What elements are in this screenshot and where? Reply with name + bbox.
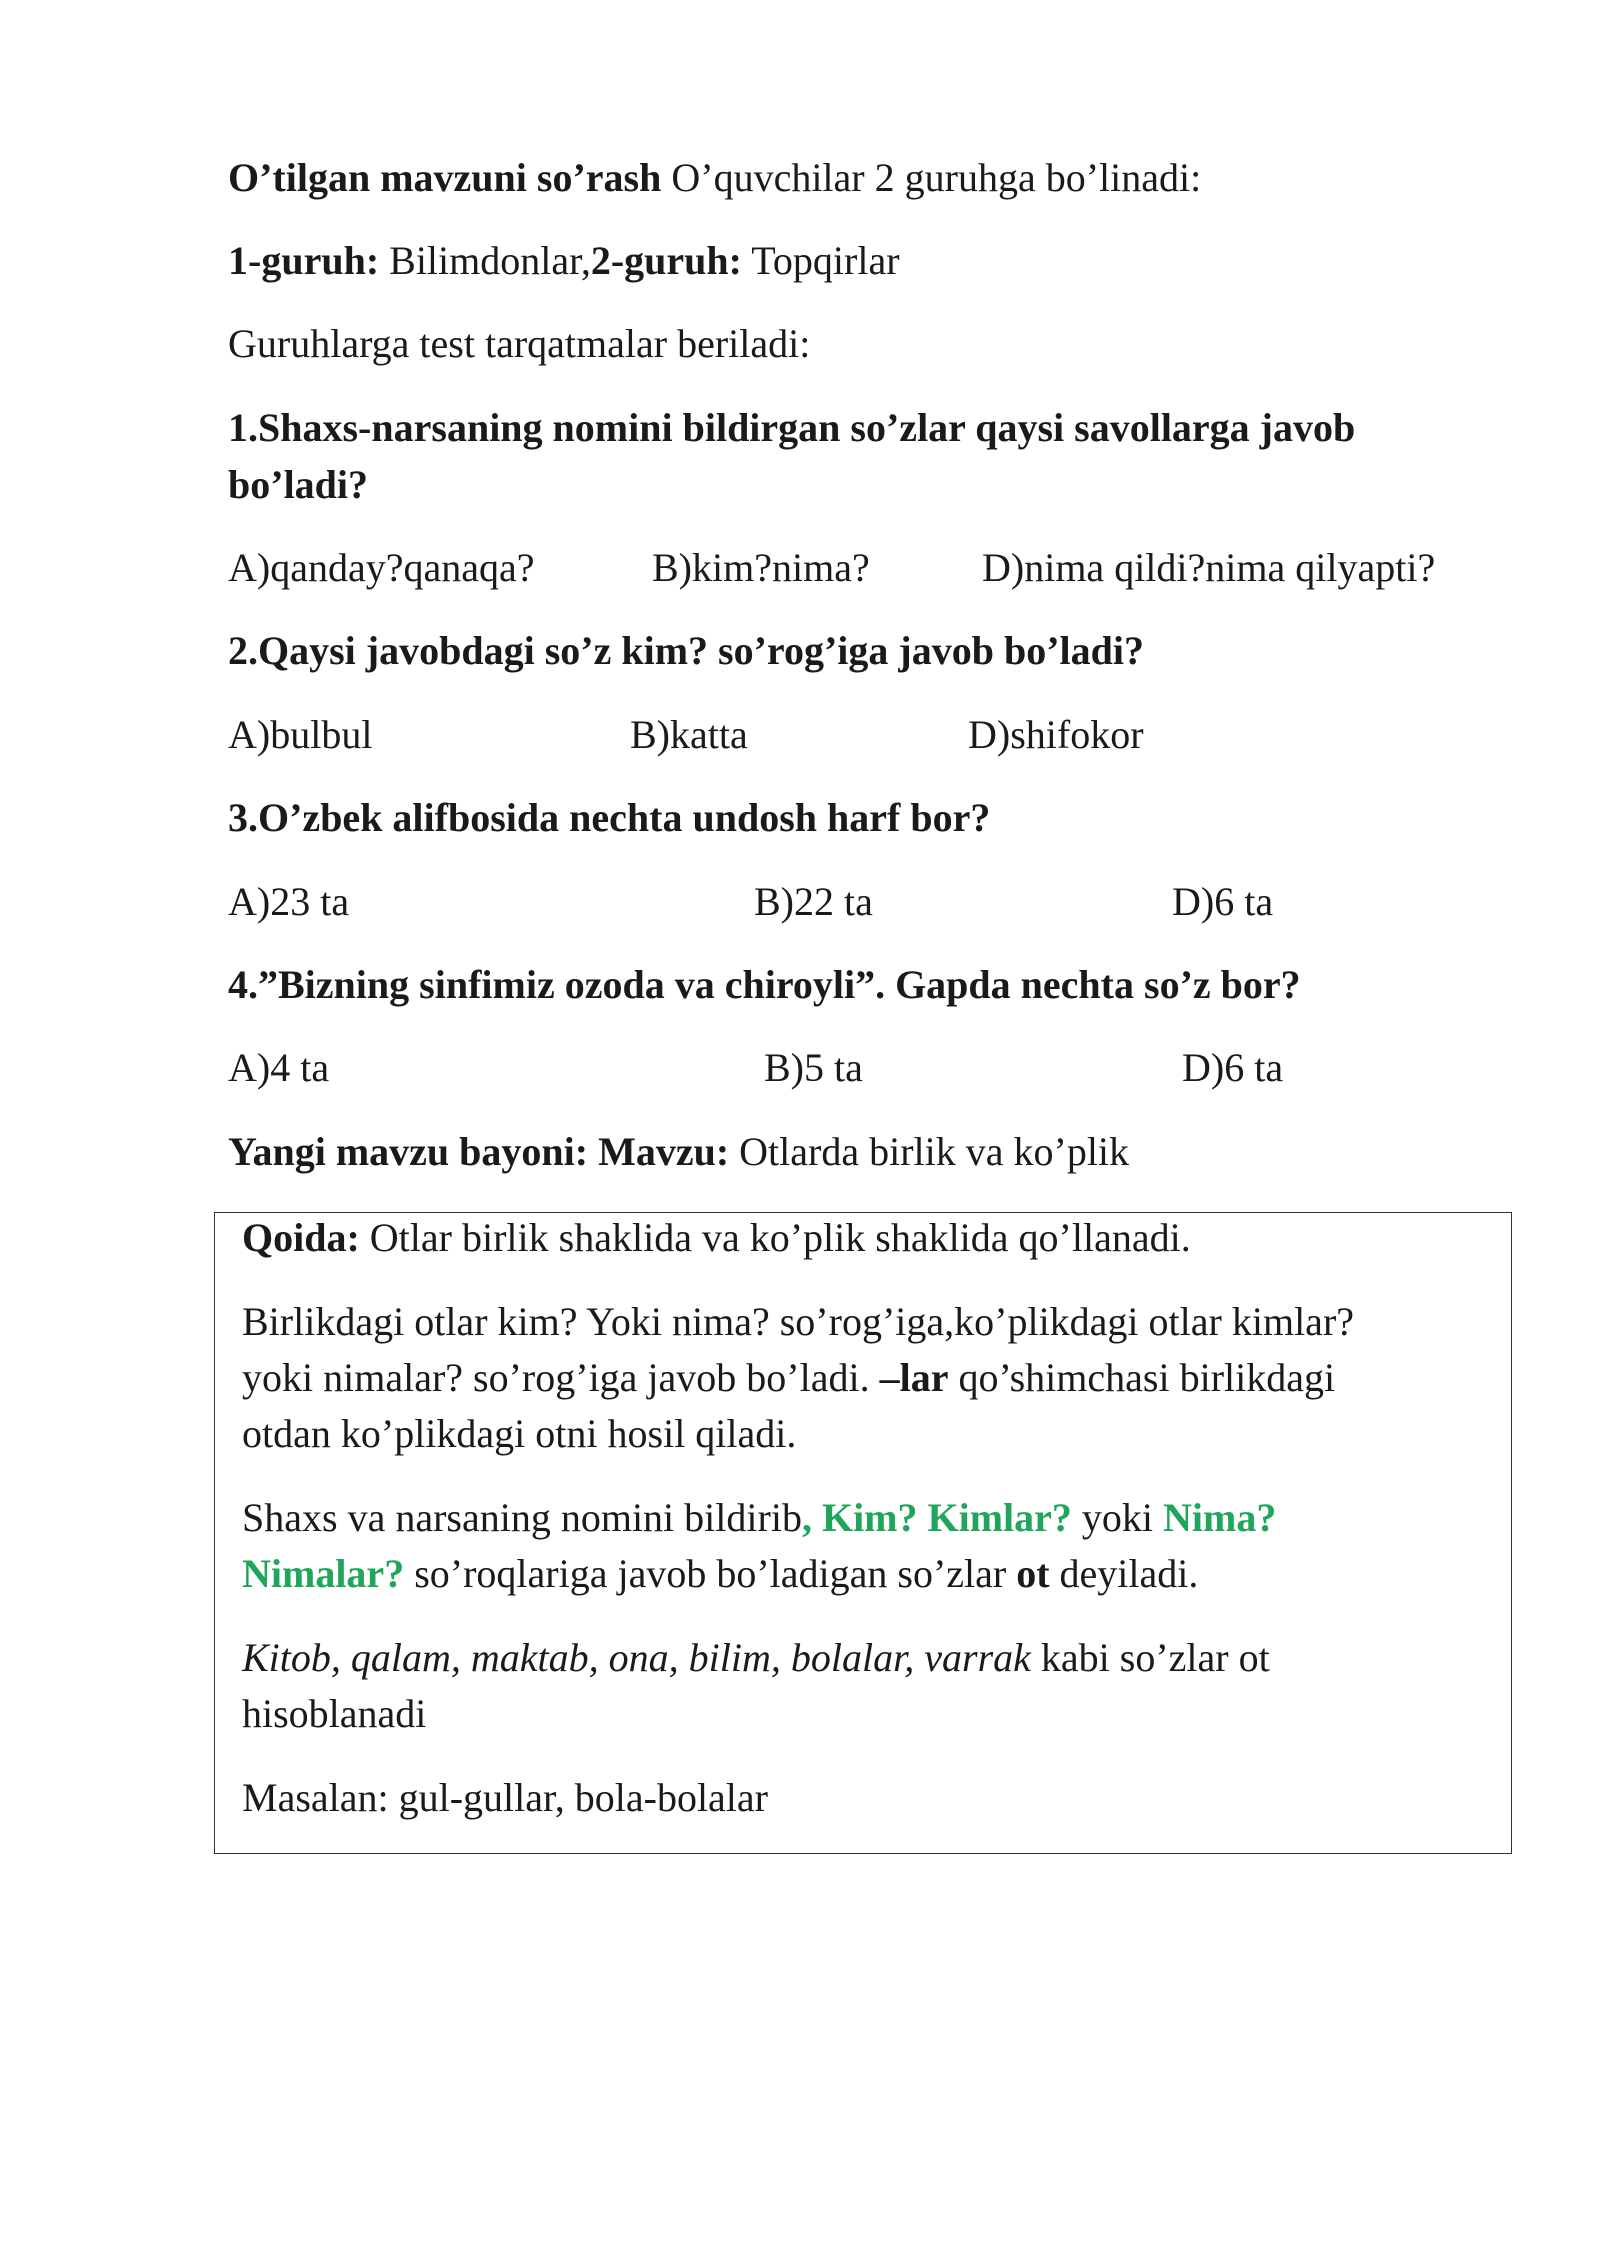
new-topic-line xyxy=(228,1124,1129,1180)
question-2-option-a: A)bulbul xyxy=(228,712,373,757)
topic-title: Otlarda birlik va ko’plik xyxy=(729,1129,1130,1174)
question-2-option-d: D)shifokor xyxy=(968,712,1144,757)
question-2-option-b: B)katta xyxy=(630,712,748,757)
question-2-line-1: 2.Qaysi javobdagi so’z kim? so’rog’iga javob bo’ladi? xyxy=(228,628,1144,673)
question-4-option-b: B)5 ta xyxy=(764,1045,863,1090)
topic-label: Mavzu: xyxy=(588,1129,730,1174)
question-1-line-1: 1.Shaxs-narsaning nomini bildirgan so’zlar qaysi savollarga javob xyxy=(228,405,1356,450)
rule-paragraph-2-line-1: Birlikdagi otlar kim? Yoki nima? so’rog’iga,ko’plikdagi otlar kimlar? xyxy=(242,1299,1355,1344)
rule-paragraph-3-line-1 xyxy=(242,1490,1276,1546)
question-3-line-1: 3.O’zbek alifbosida nechta undosh harf bor? xyxy=(228,795,991,840)
question-1-line-2: bo’ladi? xyxy=(228,462,369,507)
rule-p4-text: kabi so’zlar ot xyxy=(1030,1635,1270,1680)
suffix-lar: –lar xyxy=(879,1355,949,1400)
question-4-line-1: 4.”Bizning sinfimiz ozoda va chiroyli”. Gapda nechta so’z bor? xyxy=(228,962,1301,1007)
question-4-option-d: D)6 ta xyxy=(1182,1045,1284,1090)
question-1-option-d: D)nima qildi?nima qilyapti? xyxy=(982,545,1436,590)
group1-label: 1-guruh: xyxy=(228,238,380,283)
group2-label: 2-guruh: xyxy=(590,238,742,283)
question-3-option-b: B)22 ta xyxy=(754,879,873,924)
rule-paragraph-2-line-2 xyxy=(242,1350,1335,1406)
question-word-nimalar: Nimalar? xyxy=(242,1551,405,1596)
intro-line xyxy=(228,150,1201,206)
rule-p3-text-c: so’roqlariga javob bo’ladigan so’zlar xyxy=(404,1551,1017,1596)
question-words-kim-kimlar: , Kim? Kimlar? xyxy=(801,1495,1072,1540)
question-1-option-b: B)kim?nima? xyxy=(652,545,870,590)
question-4-option-a: A)4 ta xyxy=(228,1045,330,1090)
rule-paragraph-3-line-2 xyxy=(242,1546,1198,1602)
term-ot: ot xyxy=(1016,1551,1050,1596)
rule-p3-text-b: yoki xyxy=(1071,1495,1164,1540)
rule-p3-text-d: deyiladi. xyxy=(1049,1551,1199,1596)
rule-example-line: Masalan: gul-gullar, bola-bolalar xyxy=(242,1775,768,1820)
rule-p2-text-a: yoki nimalar? so’rog’iga javob bo’ladi. xyxy=(242,1355,880,1400)
group2-name: Topqirlar xyxy=(742,238,900,283)
intro-heading: O’tilgan mavzuni so’rash xyxy=(228,155,662,200)
rule-paragraph-4-line-1 xyxy=(242,1630,1270,1686)
question-word-nima: Nima? xyxy=(1163,1495,1277,1540)
rule-line xyxy=(242,1210,1191,1266)
rule-p3-text-a: Shaxs va narsaning nomini bildirib xyxy=(242,1495,802,1540)
rule-p2-text-b: qo’shimchasi birlikdagi xyxy=(948,1355,1336,1400)
rule-paragraph-2-line-3: otdan ko’plikdagi otni hosil qiladi. xyxy=(242,1411,797,1456)
groups-line xyxy=(228,233,900,289)
group1-name: Bilimdonlar, xyxy=(379,238,591,283)
new-topic-label: Yangi mavzu bayoni: xyxy=(228,1129,589,1174)
intro-text: O’quvchilar 2 guruhga bo’linadi: xyxy=(661,155,1202,200)
rule-text: Otlar birlik shaklida va ko’plik shaklida qo’llanadi. xyxy=(359,1215,1191,1260)
question-3-option-a: A)23 ta xyxy=(228,879,350,924)
example-nouns: Kitob, qalam, maktab, ona, bilim, bolalar, varrak xyxy=(242,1635,1031,1680)
question-1-option-a: A)qanday?qanaqa? xyxy=(228,545,535,590)
handout-line: Guruhlarga test tarqatmalar beriladi: xyxy=(228,321,811,366)
rule-label: Qoida: xyxy=(242,1215,360,1260)
rule-paragraph-4-line-2: hisoblanadi xyxy=(242,1691,427,1736)
question-3-option-d: D)6 ta xyxy=(1172,879,1274,924)
